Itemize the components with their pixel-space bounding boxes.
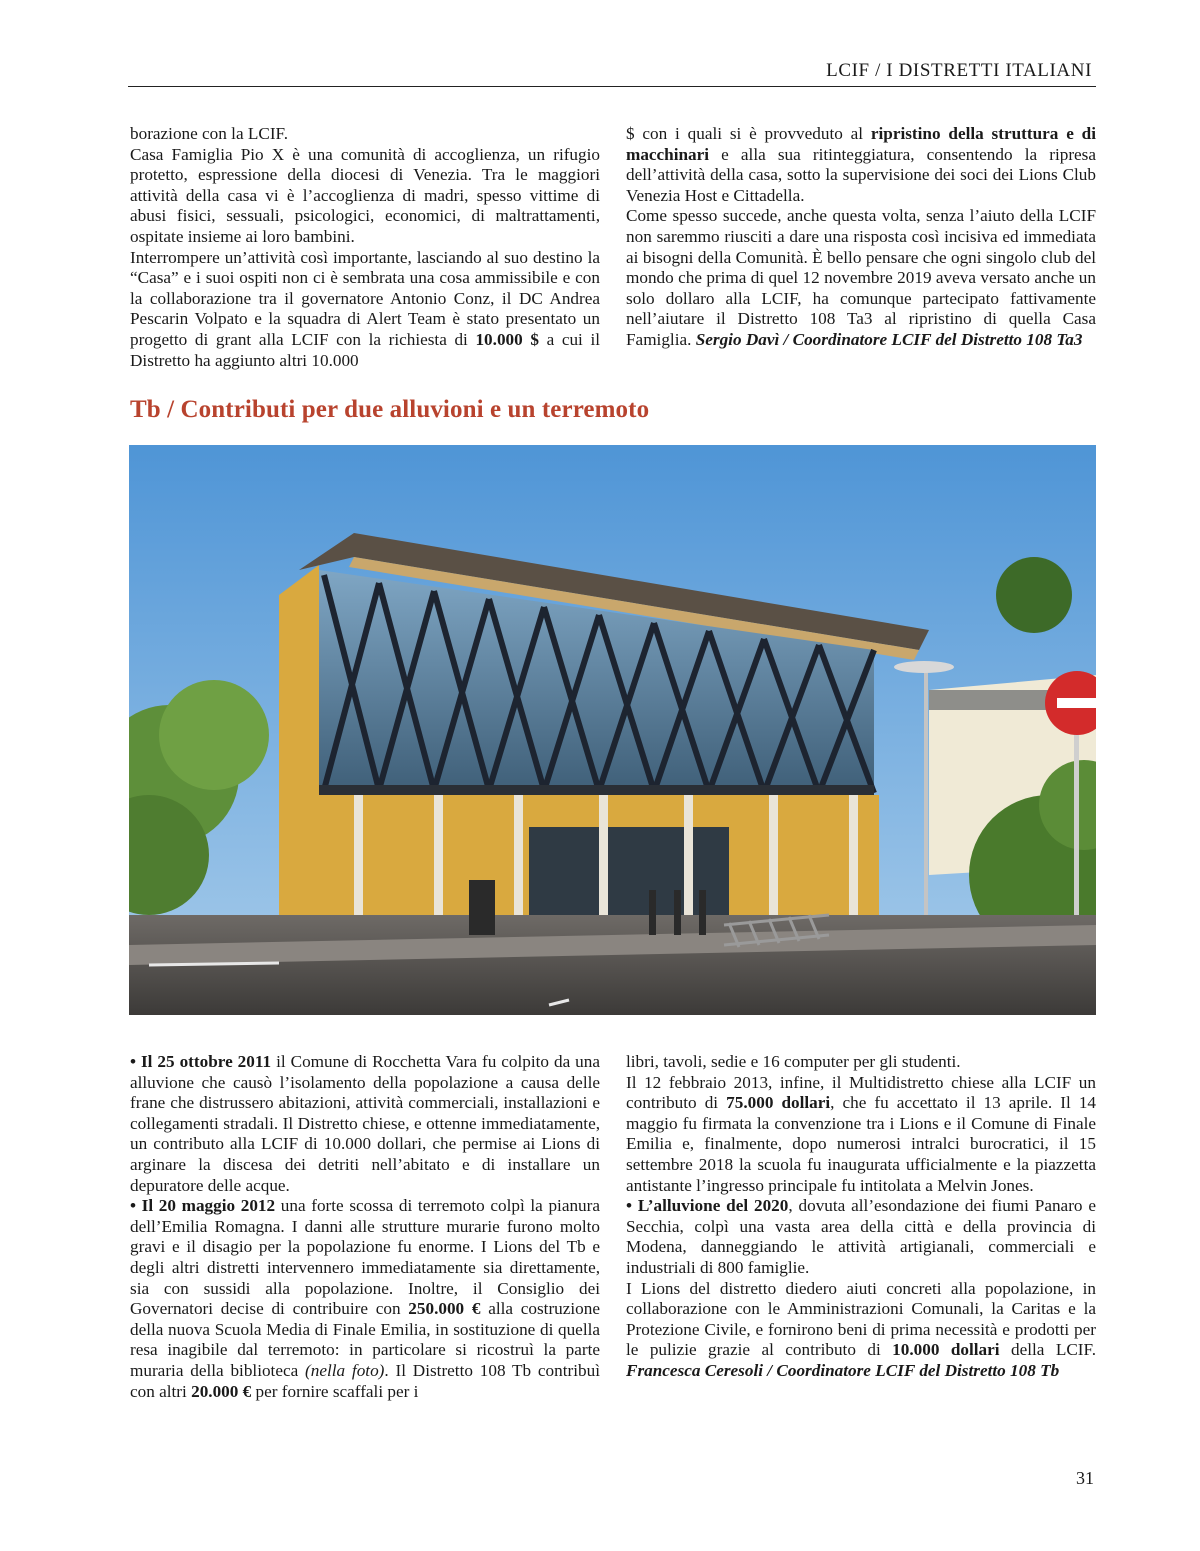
paragraph: $ con i quali si è provveduto al ripristino della struttura e di macchinari e alla sua ritinteggiatura, consentendo la ripresa dell’attività della casa, sotto la supervisione dei soci dei Lions Club Venezia Host e Cittadella. — [626, 124, 1096, 205]
paragraph: borazione con la LCIF. — [130, 124, 289, 143]
paragraph: I Lions del distretto diedero aiuti concreti alla popolazione, in collaborazione con le Amministrazioni Comunali, la Caritas e la Protezione Civile, e fornirono beni di prima necessità e prodotti per le pulizie grazie al contributo di 10.000 dollari della LCIF. Francesca Ceresoli / Coordinatore LCIF del Distretto 108 Tb — [626, 1278, 1096, 1380]
paragraph: • Il 25 ottobre 2011 il Comune di Rocchetta Vara fu colpito da una alluvione che causò l’isolamento della popolazione a causa delle frane che distrussero abitazioni, attività commerciali, installazioni e collegamenti stradali. Il Distretto chiese, e ottenne immediatamente, un contributo alla LCIF di 10.000 dollari, che permise ai Lions di arginare la discesa dei detriti nell’abitato e di installare un depuratore delle acque. — [130, 1052, 600, 1195]
paragraph: • Il 20 maggio 2012 una forte scossa di terremoto colpì la pianura dell’Emilia Romagna. I danni alle strutture murarie furono molto gravi e il disagio per la popolazione fu enorme. I Lions del Tb e degli altri distretti intervennero immediatamente sia direttamente, sia con sussidi alla popolazione. Inoltre, il Consiglio dei Governatori decise di contribuire con 250.000 € alla costruzione della nuova Scuola Media di Finale Emilia, in sostituzione di quella resa inagibile dal terremoto: in particolare si ricostruì la parte muraria della biblioteca (nella foto). Il Distretto 108 Tb contribuì con altri 20.000 € per fornire scaffali per i — [130, 1196, 600, 1401]
bullet-lead: • L’alluvione del 2020 — [626, 1196, 789, 1216]
bottom-left-column — [130, 1052, 600, 1402]
bullet-lead: • Il 25 ottobre 2011 — [130, 1052, 272, 1071]
bottom-right-column — [626, 1052, 1096, 1382]
bullet-lead: • Il 20 maggio 2012 — [130, 1196, 276, 1216]
paragraph: Interrompere un’attività così importante, lasciando al suo destino la “Casa” e i suoi ospiti non ci è sembrata una cosa ammissibile e con la collaborazione tra il governatore Antonio Conz, il DC Andrea Pescarin Volpato e la squadra di Alert Team è stato presentato un progetto di grant alla LCIF con la richiesta di 10.000 $ a cui il Distretto ha aggiunto altri 10.000 — [130, 247, 600, 370]
top-right-column — [626, 124, 1096, 351]
paragraph: Casa Famiglia Pio X è una comunità di accoglienza, un rifugio protetto, espressione della diocesi di Venezia. Tra le maggiori attività della casa vi è l’accoglienza di madri, spesso vittime di abusi fisici, sessuali, psicologici, economici, di maltrattamenti, ospitate insieme ai loro bambini. — [130, 144, 600, 246]
author-signature: Francesca Ceresoli / Coordinatore LCIF del Distretto 108 Tb — [626, 1360, 1060, 1380]
author-signature: Sergio Davì / Coordinatore LCIF del Distretto 108 Ta3 — [695, 329, 1083, 349]
running-header — [128, 58, 1096, 87]
paragraph: libri, tavoli, sedie e 16 computer per gli studenti. — [626, 1052, 961, 1071]
page-number: 31 — [1076, 1468, 1094, 1488]
running-header-title: LCIF / I DISTRETTI ITALIANI — [826, 60, 1092, 81]
photo-reference: (nella foto) — [305, 1360, 385, 1380]
amount-highlight: 250.000 € — [408, 1299, 481, 1319]
section-title: Tb / Contributi per due alluvioni e un terremoto — [130, 396, 650, 423]
amount-highlight: 75.000 dollari — [726, 1093, 831, 1113]
paragraph: • L’alluvione del 2020, dovuta all’esondazione dei fiumi Panaro e Secchia, colpì una vasta area della città e della provincia di Modena, danneggiando le attività artigianali, commerciali e industriali di 800 famiglie. — [626, 1196, 1096, 1277]
amount-highlight: 20.000 € — [191, 1381, 252, 1401]
paragraph: Come spesso succede, anche questa volta, senza l’aiuto della LCIF non saremmo riusciti a dare una risposta così incisiva ed immediata ai bisogni della Comunità. È bello pensare che ogni singolo club del mondo che prima di quel 12 novembre 2019 aveva versato anche un solo dollaro alla LCIF, ha comunque partecipato fattivamente nell’aiutare il Distretto 108 Ta3 al ripristino di quella Casa Famiglia. Sergio Davì / Coordinatore LCIF del Distretto 108 Ta3 — [626, 206, 1096, 349]
amount-highlight: 10.000 $ — [475, 329, 539, 349]
library-building-photo — [129, 445, 1096, 1015]
bold-phrase: ripristino della struttura e di macchinari — [626, 124, 1096, 164]
top-left-column — [130, 124, 600, 371]
paragraph: Il 12 febbraio 2013, infine, il Multidistretto chiese alla LCIF un contributo di 75.000 dollari, che fu accettato il 13 aprile. Il 14 maggio fu firmata la convenzione tra i Lions e il Comune di Finale Emilia e, finalmente, dopo numerosi intralci burocratici, il 15 settembre 2018 la scuola fu inaugurata ufficialmente e la piazzetta antistante l’ingresso principale fu intitolata a Melvin Jones. — [626, 1072, 1097, 1195]
amount-highlight: 10.000 dollari — [892, 1340, 1000, 1360]
